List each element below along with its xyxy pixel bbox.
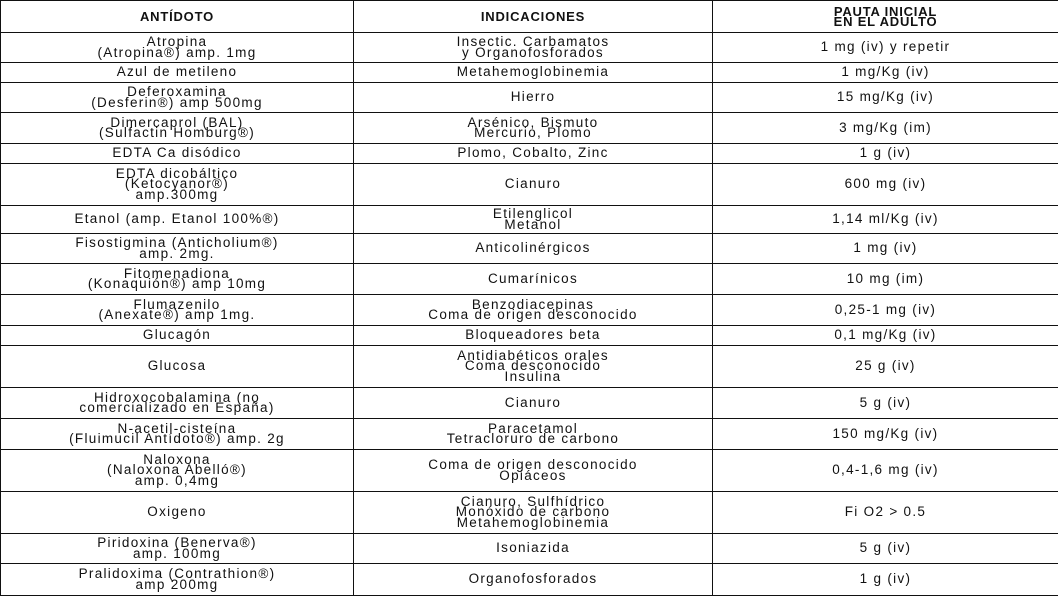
dose-cell: 150 mg/Kg (iv) [713,419,1058,450]
table-row [1,419,1058,450]
dose-cell: 1 g (iv) [713,564,1058,596]
header-row [1,1,1058,33]
indications-cell: Hierro [354,83,713,113]
antidote-cell: Naloxona (Naloxona Abelló®) amp. 0,4mg [1,450,354,492]
antidote-cell: Azul de metileno [1,63,354,83]
indications-cell: Cianuro [354,164,713,206]
header-indicaciones: INDICACIONES [354,1,713,33]
dose-cell: 15 mg/Kg (iv) [713,83,1058,113]
dose-cell: 1 mg (iv) y repetir [713,33,1058,63]
antidote-cell: Deferoxamina (Desferin®) amp 500mg [1,83,354,113]
table-row [1,564,1058,596]
indications-cell: Anticolinérgicos [354,234,713,264]
table-row [1,450,1058,492]
indications-cell: Insectic. Carbamatos y Organofosforados [354,33,713,63]
table-row [1,234,1058,264]
indications-cell: Etilenglicol Metanol [354,206,713,234]
header-pauta: PAUTA INICIAL EN EL ADULTO [713,1,1058,33]
dose-cell: 0,1 mg/Kg (iv) [713,326,1058,346]
indications-cell: Benzodiacepinas Coma de origen desconocido [354,295,713,326]
antidote-cell: Oxigeno [1,492,354,534]
indications-cell: Cianuro [354,388,713,419]
indications-cell: Metahemoglobinemia [354,63,713,83]
antidote-cell: EDTA dicobáltico (Ketocyanor®) amp.300mg [1,164,354,206]
dose-cell: 25 g (iv) [713,346,1058,388]
dose-cell: 1 mg (iv) [713,234,1058,264]
table-body [1,33,1058,596]
header-antidoto: ANTÍDOTO [1,1,354,33]
dose-cell: 5 g (iv) [713,534,1058,564]
antidote-cell: Fitomenadiona (Konaquión®) amp 10mg [1,264,354,295]
table-row [1,326,1058,346]
antidote-cell: Hidroxocobalamina (no comercializado en España) [1,388,354,419]
indications-cell: Isoniazida [354,534,713,564]
indications-cell: Arsénico, Bismuto Mercurio, Plomo [354,113,713,144]
antidote-cell: Atropina (Atropina®) amp. 1mg [1,33,354,63]
antidote-cell: EDTA Ca disódico [1,144,354,164]
table-row [1,534,1058,564]
table-row [1,113,1058,144]
antidote-cell: Glucosa [1,346,354,388]
table-row [1,295,1058,326]
dose-cell: 5 g (iv) [713,388,1058,419]
dose-cell: 600 mg (iv) [713,164,1058,206]
dose-cell: Fi O2 > 0.5 [713,492,1058,534]
dose-cell: 0,25-1 mg (iv) [713,295,1058,326]
table-row [1,492,1058,534]
antidote-cell: Flumazenilo (Anexate®) amp 1mg. [1,295,354,326]
dose-cell: 1 g (iv) [713,144,1058,164]
table-row [1,83,1058,113]
dose-cell: 10 mg (im) [713,264,1058,295]
table-row [1,33,1058,63]
indications-cell: Antidiabéticos orales Coma desconocido Insulina [354,346,713,388]
table-row [1,388,1058,419]
antidote-cell: N-acetil-cisteína (Fluimucil Antídoto®) amp. 2g [1,419,354,450]
dose-cell: 3 mg/Kg (im) [713,113,1058,144]
indications-cell: Cianuro, Sulfhídrico Monóxido de carbono Metahemoglobinemia [354,492,713,534]
table-row [1,144,1058,164]
indications-cell: Cumarínicos [354,264,713,295]
indications-cell: Plomo, Cobalto, Zinc [354,144,713,164]
indications-cell: Organofosforados [354,564,713,596]
antidote-cell: Piridoxina (Benerva®) amp. 100mg [1,534,354,564]
dose-cell: 0,4-1,6 mg (iv) [713,450,1058,492]
dose-cell: 1,14 ml/Kg (iv) [713,206,1058,234]
indications-cell: Paracetamol Tetracloruro de carbono [354,419,713,450]
indications-cell: Bloqueadores beta [354,326,713,346]
table-row [1,206,1058,234]
dose-cell: 1 mg/Kg (iv) [713,63,1058,83]
table-row [1,264,1058,295]
antidote-cell: Etanol (amp. Etanol 100%®) [1,206,354,234]
antidote-cell: Dimercaprol (BAL) (Sulfactin Homburg®) [1,113,354,144]
table-row [1,346,1058,388]
antidote-cell: Fisostigmina (Anticholium®) amp. 2mg. [1,234,354,264]
table-row [1,164,1058,206]
antidote-cell: Glucagón [1,326,354,346]
table-row [1,63,1058,83]
indications-cell: Coma de origen desconocido Opiáceos [354,450,713,492]
antidote-cell: Pralidoxima (Contrathion®) amp 200mg [1,564,354,596]
